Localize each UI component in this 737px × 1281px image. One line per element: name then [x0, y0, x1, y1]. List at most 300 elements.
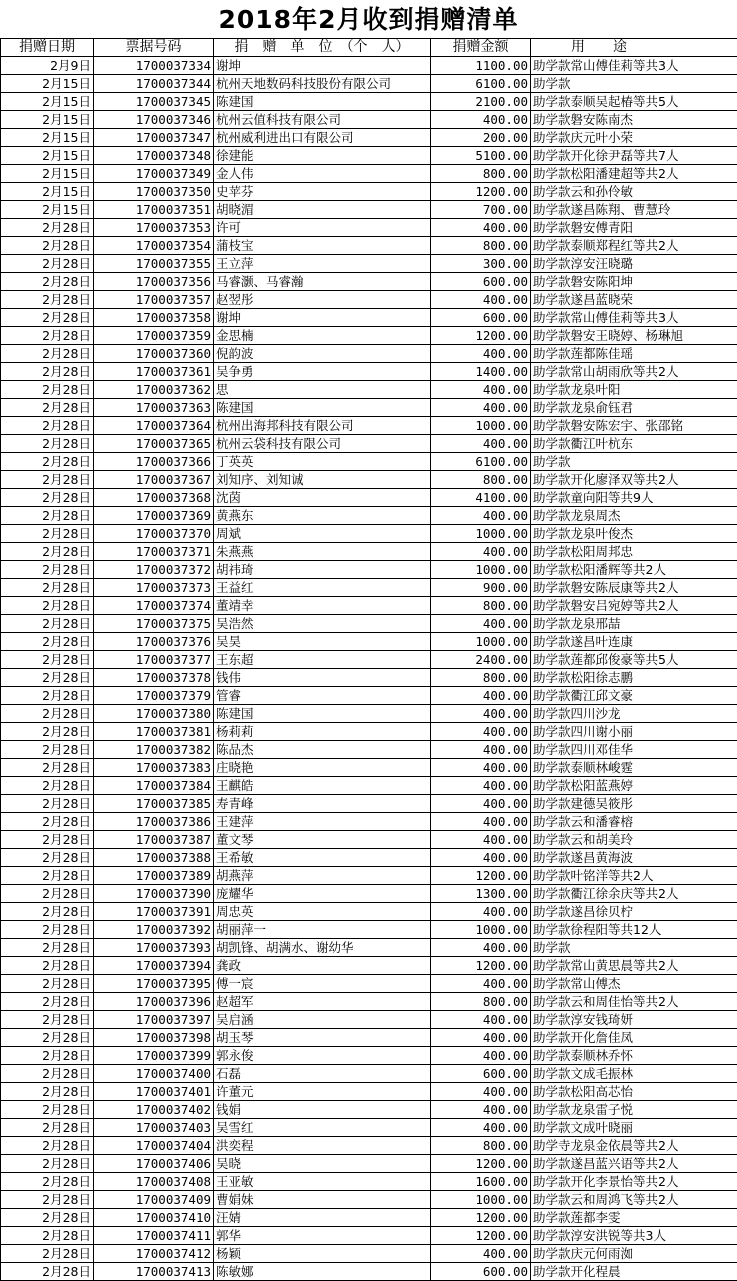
cell-ticket: 1700037350: [94, 183, 214, 201]
cell-donor: 周忠英: [214, 903, 431, 921]
table-row: [1, 1011, 737, 1029]
cell-amount: 400.00: [431, 903, 531, 921]
cell-amount: 900.00: [431, 579, 531, 597]
table-row: [1, 165, 737, 183]
cell-amount: 400.00: [431, 435, 531, 453]
table-row: [1, 921, 737, 939]
cell-ticket: 1700037353: [94, 219, 214, 237]
table-row: [1, 525, 737, 543]
cell-donor: 傅一宸: [214, 975, 431, 993]
table-row: [1, 345, 737, 363]
table-row: [1, 471, 737, 489]
cell-date: 2月28日: [1, 309, 94, 327]
table-row: [1, 129, 737, 147]
cell-ticket: 1700037371: [94, 543, 214, 561]
table-row: [1, 1245, 737, 1263]
cell-donor: 许董元: [214, 1083, 431, 1101]
cell-date: 2月28日: [1, 813, 94, 831]
cell-ticket: 1700037386: [94, 813, 214, 831]
cell-purpose: 助学款开化廖泽双等共2人: [531, 471, 737, 489]
cell-donor: 王希敏: [214, 849, 431, 867]
cell-ticket: 1700037362: [94, 381, 214, 399]
table-row: [1, 1119, 737, 1137]
cell-purpose: 助学款松阳高芯怡: [531, 1083, 737, 1101]
cell-ticket: 1700037367: [94, 471, 214, 489]
cell-amount: 400.00: [431, 399, 531, 417]
cell-ticket: 1700037400: [94, 1065, 214, 1083]
cell-date: 2月28日: [1, 1209, 94, 1227]
cell-ticket: 1700037366: [94, 453, 214, 471]
cell-purpose: 助学款龙泉雷子悦: [531, 1101, 737, 1119]
cell-purpose: 助学款文成毛振林: [531, 1065, 737, 1083]
cell-ticket: 1700037404: [94, 1137, 214, 1155]
cell-date: 2月28日: [1, 417, 94, 435]
cell-ticket: 1700037359: [94, 327, 214, 345]
table-row: [1, 1263, 737, 1281]
cell-donor: 庞耀华: [214, 885, 431, 903]
cell-amount: 400.00: [431, 723, 531, 741]
column-header-amount: 捐赠金额: [431, 39, 531, 57]
cell-purpose: 助学款龙泉叶俊杰: [531, 525, 737, 543]
table-row: [1, 597, 737, 615]
cell-ticket: 1700037368: [94, 489, 214, 507]
cell-donor: 徐建能: [214, 147, 431, 165]
cell-purpose: 助学款建德吴筱彤: [531, 795, 737, 813]
table-row: [1, 759, 737, 777]
cell-date: 2月28日: [1, 489, 94, 507]
table-row: [1, 903, 737, 921]
cell-donor: 陈建国: [214, 93, 431, 111]
table-row: [1, 723, 737, 741]
cell-ticket: 1700037412: [94, 1245, 214, 1263]
cell-date: 2月15日: [1, 111, 94, 129]
cell-purpose: 助学款云和孙伶敏: [531, 183, 737, 201]
cell-ticket: 1700037334: [94, 57, 214, 75]
cell-date: 2月28日: [1, 705, 94, 723]
table-row: [1, 435, 737, 453]
cell-ticket: 1700037390: [94, 885, 214, 903]
cell-amount: 400.00: [431, 219, 531, 237]
cell-purpose: 助学款淳安钱琦妍: [531, 1011, 737, 1029]
cell-date: 2月28日: [1, 399, 94, 417]
cell-amount: 400.00: [431, 1245, 531, 1263]
cell-purpose: 助学款衢江邱文豪: [531, 687, 737, 705]
cell-date: 2月28日: [1, 867, 94, 885]
cell-purpose: 助学款四川谢小丽: [531, 723, 737, 741]
table-row: [1, 327, 737, 345]
cell-donor: 谢坤: [214, 57, 431, 75]
cell-purpose: 助学款磐安傅青阳: [531, 219, 737, 237]
cell-donor: 史苹芬: [214, 183, 431, 201]
cell-date: 2月28日: [1, 507, 94, 525]
table-row: [1, 1191, 737, 1209]
cell-ticket: 1700037380: [94, 705, 214, 723]
cell-purpose: 助学款云和潘睿榕: [531, 813, 737, 831]
cell-date: 2月28日: [1, 669, 94, 687]
cell-donor: 王建萍: [214, 813, 431, 831]
table-row: [1, 219, 737, 237]
column-header-date: 捐赠日期: [1, 39, 94, 57]
cell-donor: 胡祎琦: [214, 561, 431, 579]
cell-date: 2月28日: [1, 453, 94, 471]
cell-donor: 王益红: [214, 579, 431, 597]
cell-ticket: 1700037401: [94, 1083, 214, 1101]
table-row: [1, 111, 737, 129]
cell-donor: 周斌: [214, 525, 431, 543]
cell-donor: 谢坤: [214, 309, 431, 327]
cell-date: 2月15日: [1, 75, 94, 93]
cell-amount: 1000.00: [431, 525, 531, 543]
table-row: [1, 237, 737, 255]
cell-amount: 1200.00: [431, 867, 531, 885]
cell-purpose: 助学款泰顺吴起椿等共5人: [531, 93, 737, 111]
table-row: [1, 687, 737, 705]
cell-donor: 黄燕东: [214, 507, 431, 525]
cell-date: 2月28日: [1, 237, 94, 255]
cell-donor: 胡晓湄: [214, 201, 431, 219]
cell-donor: 董靖幸: [214, 597, 431, 615]
cell-date: 2月28日: [1, 1101, 94, 1119]
cell-donor: 蒲枝宝: [214, 237, 431, 255]
table-row: [1, 615, 737, 633]
cell-purpose: 助学款: [531, 453, 737, 471]
cell-date: 2月28日: [1, 471, 94, 489]
cell-donor: 赵超军: [214, 993, 431, 1011]
cell-ticket: 1700037396: [94, 993, 214, 1011]
cell-date: 2月28日: [1, 561, 94, 579]
cell-ticket: 1700037408: [94, 1173, 214, 1191]
cell-amount: 400.00: [431, 741, 531, 759]
table-row: [1, 1083, 737, 1101]
table-row: [1, 741, 737, 759]
cell-ticket: 1700037361: [94, 363, 214, 381]
table-row: [1, 183, 737, 201]
cell-purpose: 助学款淳安洪锐等共3人: [531, 1227, 737, 1245]
cell-ticket: 1700037410: [94, 1209, 214, 1227]
cell-amount: 200.00: [431, 129, 531, 147]
cell-date: 2月28日: [1, 1119, 94, 1137]
cell-date: 2月28日: [1, 435, 94, 453]
cell-amount: 1600.00: [431, 1173, 531, 1191]
table-row: [1, 939, 737, 957]
cell-date: 2月28日: [1, 1245, 94, 1263]
cell-purpose: 助学款云和周佳怡等共2人: [531, 993, 737, 1011]
cell-ticket: 1700037375: [94, 615, 214, 633]
table-row: [1, 453, 737, 471]
cell-purpose: 助学款淳安汪晓璐: [531, 255, 737, 273]
table-row: [1, 75, 737, 93]
cell-amount: 400.00: [431, 813, 531, 831]
cell-date: 2月28日: [1, 849, 94, 867]
table-header-row: [1, 39, 737, 57]
cell-ticket: 1700037409: [94, 1191, 214, 1209]
cell-amount: 400.00: [431, 759, 531, 777]
cell-amount: 300.00: [431, 255, 531, 273]
cell-amount: 1000.00: [431, 417, 531, 435]
cell-amount: 2400.00: [431, 651, 531, 669]
cell-donor: 石磊: [214, 1065, 431, 1083]
cell-donor: 吴浩然: [214, 615, 431, 633]
cell-ticket: 1700037381: [94, 723, 214, 741]
cell-purpose: 助学款常山胡雨欣等共2人: [531, 363, 737, 381]
cell-amount: 600.00: [431, 273, 531, 291]
cell-purpose: 助学款四川沙龙: [531, 705, 737, 723]
cell-purpose: 助学款泰顺林峻霆: [531, 759, 737, 777]
cell-amount: 1000.00: [431, 1191, 531, 1209]
table-row: [1, 1227, 737, 1245]
table-row: [1, 813, 737, 831]
cell-ticket: 1700037349: [94, 165, 214, 183]
cell-ticket: 1700037363: [94, 399, 214, 417]
table-row: [1, 399, 737, 417]
cell-date: 2月28日: [1, 975, 94, 993]
cell-donor: 倪韵波: [214, 345, 431, 363]
cell-purpose: 助学款磐安陈宏宇、张邵铭: [531, 417, 737, 435]
cell-date: 2月9日: [1, 57, 94, 75]
cell-date: 2月28日: [1, 993, 94, 1011]
cell-amount: 800.00: [431, 1137, 531, 1155]
cell-amount: 6100.00: [431, 75, 531, 93]
cell-date: 2月28日: [1, 1173, 94, 1191]
cell-donor: 思: [214, 381, 431, 399]
cell-date: 2月28日: [1, 381, 94, 399]
cell-donor: 胡凯锋、胡满水、谢幼华: [214, 939, 431, 957]
table-row: [1, 1029, 737, 1047]
cell-purpose: 助学款衢江叶杭东: [531, 435, 737, 453]
cell-date: 2月28日: [1, 1137, 94, 1155]
cell-purpose: 助学款开化程晨: [531, 1263, 737, 1281]
cell-purpose: 助学款: [531, 75, 737, 93]
cell-date: 2月28日: [1, 219, 94, 237]
table-row: [1, 543, 737, 561]
column-header-purpose: 用 途: [531, 39, 737, 57]
cell-donor: 朱燕燕: [214, 543, 431, 561]
cell-amount: 1200.00: [431, 1209, 531, 1227]
cell-amount: 400.00: [431, 975, 531, 993]
cell-donor: 陈建国: [214, 399, 431, 417]
cell-donor: 杭州天地数码科技股份有限公司: [214, 75, 431, 93]
cell-amount: 600.00: [431, 1263, 531, 1281]
cell-donor: 刘知序、刘知诚: [214, 471, 431, 489]
table-row: [1, 363, 737, 381]
cell-ticket: 1700037392: [94, 921, 214, 939]
cell-date: 2月28日: [1, 273, 94, 291]
cell-purpose: 助学款磐安陈阳坤: [531, 273, 737, 291]
cell-donor: 杨莉莉: [214, 723, 431, 741]
cell-amount: 400.00: [431, 1083, 531, 1101]
cell-date: 2月28日: [1, 831, 94, 849]
cell-donor: 胡玉琴: [214, 1029, 431, 1047]
cell-date: 2月28日: [1, 1155, 94, 1173]
cell-ticket: 1700037402: [94, 1101, 214, 1119]
cell-purpose: 助学款松阳蓝燕婷: [531, 777, 737, 795]
table-row: [1, 1173, 737, 1191]
cell-date: 2月28日: [1, 903, 94, 921]
cell-ticket: 1700037370: [94, 525, 214, 543]
cell-purpose: 助学款松阳徐志鹏: [531, 669, 737, 687]
cell-date: 2月28日: [1, 1263, 94, 1281]
cell-amount: 6100.00: [431, 453, 531, 471]
cell-date: 2月28日: [1, 1029, 94, 1047]
cell-purpose: 助学款泰顺林乔怀: [531, 1047, 737, 1065]
cell-amount: 400.00: [431, 777, 531, 795]
cell-date: 2月28日: [1, 885, 94, 903]
cell-donor: 王麒皓: [214, 777, 431, 795]
cell-date: 2月15日: [1, 183, 94, 201]
cell-purpose: 助学款四川邓佳华: [531, 741, 737, 759]
cell-amount: 400.00: [431, 1011, 531, 1029]
cell-purpose: 助学款开化李景怡等共2人: [531, 1173, 737, 1191]
cell-purpose: 助学款松阳潘辉等共2人: [531, 561, 737, 579]
cell-date: 2月28日: [1, 579, 94, 597]
cell-purpose: 助学款云和胡美玲: [531, 831, 737, 849]
cell-amount: 400.00: [431, 795, 531, 813]
column-header-donor: 捐 赠 单 位 （个 人）: [214, 39, 431, 57]
cell-amount: 400.00: [431, 1119, 531, 1137]
cell-donor: 杨颖: [214, 1245, 431, 1263]
cell-date: 2月28日: [1, 525, 94, 543]
cell-date: 2月15日: [1, 93, 94, 111]
cell-amount: 1000.00: [431, 921, 531, 939]
cell-amount: 400.00: [431, 1029, 531, 1047]
cell-ticket: 1700037357: [94, 291, 214, 309]
table-row: [1, 867, 737, 885]
cell-ticket: 1700037383: [94, 759, 214, 777]
cell-ticket: 1700037377: [94, 651, 214, 669]
table-row: [1, 309, 737, 327]
cell-ticket: 1700037385: [94, 795, 214, 813]
cell-ticket: 1700037391: [94, 903, 214, 921]
cell-donor: 龚政: [214, 957, 431, 975]
cell-purpose: 助学款龙泉邢喆: [531, 615, 737, 633]
cell-amount: 4100.00: [431, 489, 531, 507]
table-row: [1, 147, 737, 165]
cell-ticket: 1700037413: [94, 1263, 214, 1281]
cell-ticket: 1700037387: [94, 831, 214, 849]
cell-ticket: 1700037388: [94, 849, 214, 867]
cell-purpose: 助学款文成叶晓丽: [531, 1119, 737, 1137]
table-row: [1, 57, 737, 75]
table-row: [1, 507, 737, 525]
table-row: [1, 849, 737, 867]
cell-ticket: 1700037365: [94, 435, 214, 453]
cell-ticket: 1700037372: [94, 561, 214, 579]
cell-date: 2月28日: [1, 777, 94, 795]
cell-donor: 杭州云值科技有限公司: [214, 111, 431, 129]
cell-date: 2月28日: [1, 291, 94, 309]
cell-purpose: 助学款磐安吕宛婷等共2人: [531, 597, 737, 615]
cell-purpose: 助学款磐安王晓婷、杨琳旭: [531, 327, 737, 345]
table-row: [1, 957, 737, 975]
cell-donor: 庄晓艳: [214, 759, 431, 777]
table-row: [1, 795, 737, 813]
table-row: [1, 831, 737, 849]
cell-purpose: 助学款常山傅佳莉等共3人: [531, 309, 737, 327]
cell-donor: 王亚敏: [214, 1173, 431, 1191]
cell-date: 2月15日: [1, 201, 94, 219]
cell-purpose: 助学款云和周鸿飞等共2人: [531, 1191, 737, 1209]
cell-donor: 钱娟: [214, 1101, 431, 1119]
column-header-ticket: 票据号码: [94, 39, 214, 57]
cell-amount: 800.00: [431, 597, 531, 615]
cell-donor: 胡丽萍一: [214, 921, 431, 939]
cell-donor: 吴雪红: [214, 1119, 431, 1137]
cell-ticket: 1700037376: [94, 633, 214, 651]
cell-ticket: 1700037378: [94, 669, 214, 687]
cell-ticket: 1700037355: [94, 255, 214, 273]
cell-donor: 郭华: [214, 1227, 431, 1245]
cell-purpose: 助学款龙泉叶阳: [531, 381, 737, 399]
table-row: [1, 1047, 737, 1065]
cell-purpose: 助学款遂昌陈翔、曹慧玲: [531, 201, 737, 219]
cell-donor: 陈敏娜: [214, 1263, 431, 1281]
cell-ticket: 1700037345: [94, 93, 214, 111]
cell-purpose: 助学款徐程阳等共12人: [531, 921, 737, 939]
cell-donor: 吴争勇: [214, 363, 431, 381]
cell-amount: 1400.00: [431, 363, 531, 381]
table-row: [1, 93, 737, 111]
cell-purpose: 助学款莲都邱俊豪等共5人: [531, 651, 737, 669]
cell-amount: 800.00: [431, 669, 531, 687]
cell-ticket: 1700037411: [94, 1227, 214, 1245]
table-row: [1, 579, 737, 597]
cell-purpose: 助学款遂昌蓝晓荣: [531, 291, 737, 309]
cell-amount: 5100.00: [431, 147, 531, 165]
page-title: 2018年2月收到捐赠清单: [218, 5, 519, 34]
table-row: [1, 705, 737, 723]
cell-amount: 1200.00: [431, 1227, 531, 1245]
cell-amount: 1200.00: [431, 957, 531, 975]
cell-date: 2月28日: [1, 921, 94, 939]
cell-ticket: 1700037374: [94, 597, 214, 615]
table-row: [1, 777, 737, 795]
cell-purpose: 助学款遂昌蓝兴语等共2人: [531, 1155, 737, 1173]
cell-donor: 金人伟: [214, 165, 431, 183]
table-row: [1, 1209, 737, 1227]
cell-amount: 2100.00: [431, 93, 531, 111]
cell-amount: 400.00: [431, 849, 531, 867]
cell-purpose: 助学款开化徐尹磊等共7人: [531, 147, 737, 165]
table-row: [1, 1155, 737, 1173]
cell-date: 2月28日: [1, 795, 94, 813]
cell-ticket: 1700037358: [94, 309, 214, 327]
cell-amount: 800.00: [431, 471, 531, 489]
cell-ticket: 1700037399: [94, 1047, 214, 1065]
cell-purpose: 助学款叶铭洋等共2人: [531, 867, 737, 885]
cell-donor: 胡燕萍: [214, 867, 431, 885]
donation-table: [0, 38, 737, 1281]
cell-date: 2月28日: [1, 723, 94, 741]
table-row: [1, 561, 737, 579]
cell-donor: 赵翌彤: [214, 291, 431, 309]
cell-amount: 400.00: [431, 507, 531, 525]
cell-amount: 400.00: [431, 345, 531, 363]
cell-purpose: 助学款遂昌黄海波: [531, 849, 737, 867]
cell-date: 2月15日: [1, 147, 94, 165]
cell-donor: 王立萍: [214, 255, 431, 273]
cell-purpose: 助学款遂昌徐贝柠: [531, 903, 737, 921]
cell-donor: 杭州威利进出口有限公司: [214, 129, 431, 147]
cell-date: 2月28日: [1, 255, 94, 273]
cell-donor: 钱伟: [214, 669, 431, 687]
cell-date: 2月28日: [1, 1011, 94, 1029]
cell-donor: 吴昊: [214, 633, 431, 651]
cell-purpose: 助学款龙泉周杰: [531, 507, 737, 525]
cell-purpose: 助学款常山黄思晨等共2人: [531, 957, 737, 975]
table-body: [1, 57, 737, 1281]
cell-purpose: 助学款松阳潘建超等共2人: [531, 165, 737, 183]
cell-donor: 吴启涵: [214, 1011, 431, 1029]
